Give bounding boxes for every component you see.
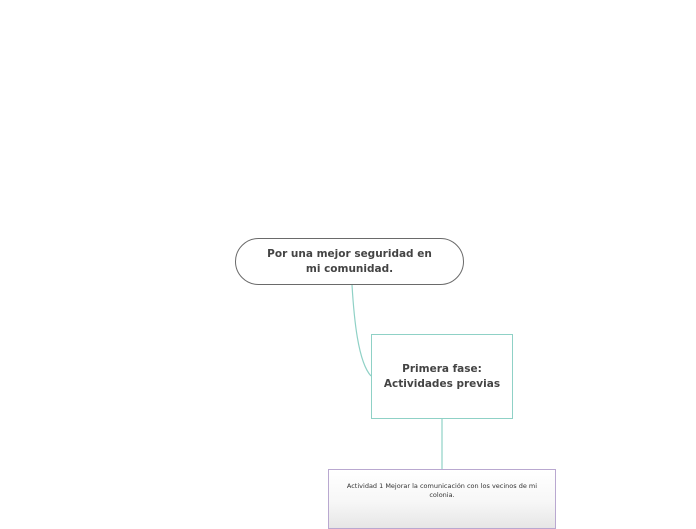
phase-topic-node[interactable]	[371, 334, 513, 419]
root-topic-node[interactable]	[235, 238, 464, 285]
activity-topic-label: Actividad 1 Mejorar la comunicación con los vecinos de mi colonia.	[346, 482, 538, 499]
connector-root-to-phase	[352, 285, 371, 376]
activity-topic-node[interactable]	[328, 469, 556, 529]
phase-topic-label: Primera fase: Actividades previas	[383, 362, 501, 390]
root-topic-label: Por una mejor seguridad en mi comunidad.	[267, 247, 432, 275]
